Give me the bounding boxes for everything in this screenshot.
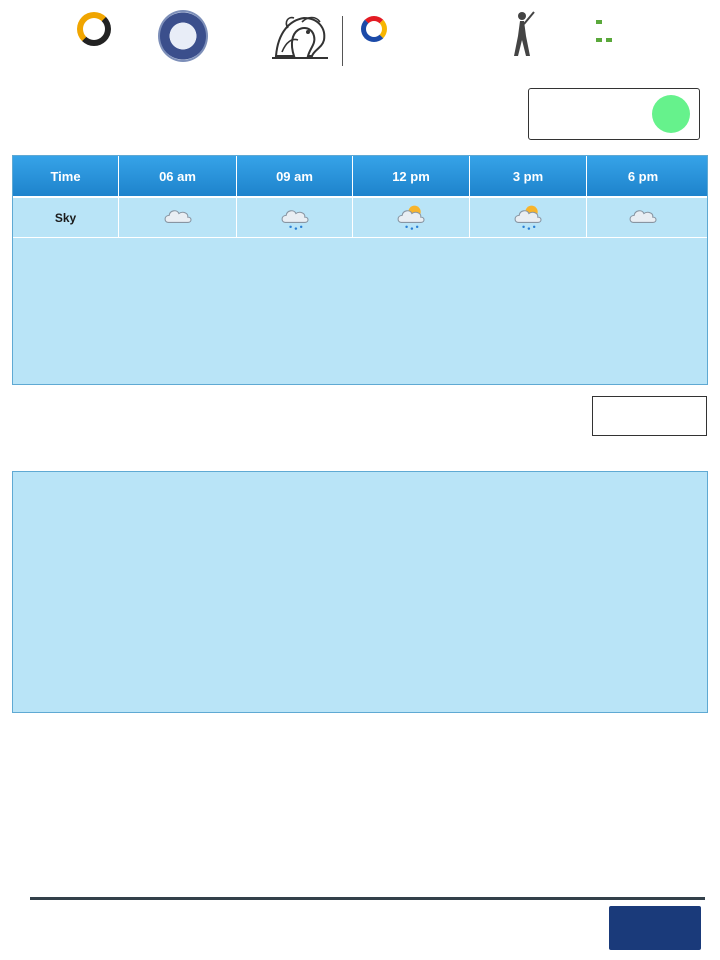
t1-sky-4 [587, 198, 699, 237]
t1-time-3: 3 pm [470, 156, 587, 196]
lamluk-word-3 [606, 38, 612, 42]
singha-lion-icon [268, 12, 334, 64]
t1-sky-1 [237, 198, 353, 237]
t1-row-sky [13, 198, 707, 238]
t1-label-sky: Sky [13, 198, 119, 237]
t1-time-1: 09 am [237, 156, 353, 196]
hourly-forecast-table [12, 155, 708, 385]
all-thailand-ring-icon [77, 12, 111, 46]
singha-logo [268, 12, 334, 64]
lamluk-word-2 [596, 38, 602, 42]
t1-sky-0 [119, 198, 237, 237]
logo-separator [342, 16, 343, 66]
cloudy-icon [626, 203, 660, 233]
aqi-status-dot [652, 95, 690, 133]
golfer-silhouette-icon [506, 10, 536, 60]
sat-mark-icon [361, 16, 387, 42]
t1-time-4: 6 pm [627, 168, 659, 184]
mostly-cloudy-rain-icon [511, 203, 545, 233]
sat-logo [350, 16, 398, 68]
t1-row-head [13, 156, 707, 198]
remark-divider [30, 897, 705, 900]
t1-time-2: 12 pm [353, 156, 470, 196]
sun-times-box [592, 396, 707, 436]
logo-bar [0, 8, 720, 78]
aqi-box [528, 88, 700, 140]
daily-forecast-table [12, 471, 708, 713]
lamluk-word-1 [596, 20, 602, 24]
thailand-pga-tour-logo [428, 18, 534, 66]
t1-sky-2 [353, 198, 470, 237]
t1-time-0: 06 am [119, 156, 237, 196]
lam-luk-ka-logo [596, 12, 674, 74]
mostly-cloudy-rain-icon [394, 203, 428, 233]
weather17-brand [609, 906, 701, 950]
t1-sky-3 [470, 198, 587, 237]
all-thailand-logo [66, 12, 122, 68]
cloudy-rain-icon [278, 203, 312, 233]
t1-label-head: Time [13, 156, 119, 196]
thailand-pga-seal-logo [158, 10, 208, 62]
cloudy-icon [161, 203, 195, 233]
